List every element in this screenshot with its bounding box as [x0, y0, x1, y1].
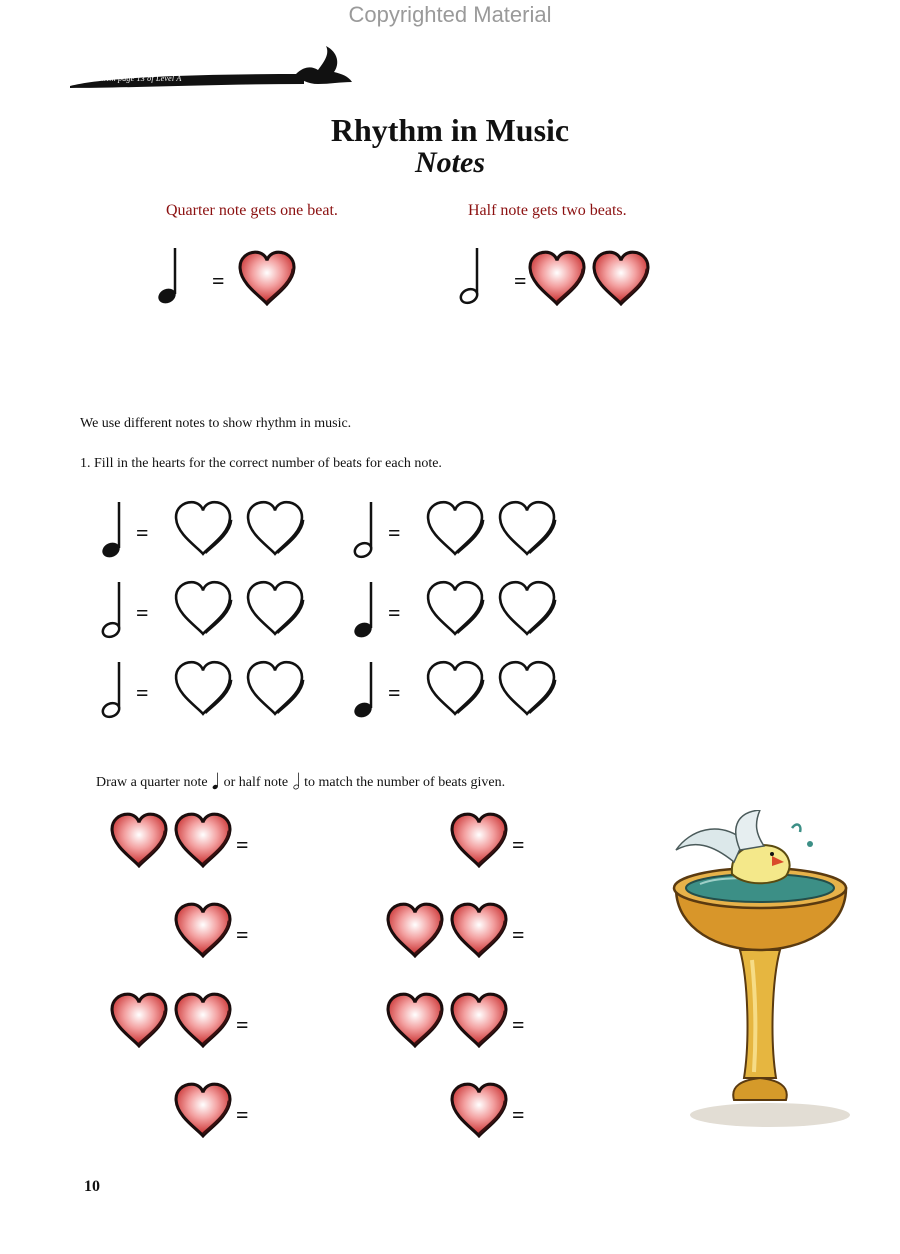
heart-empty-icon: [496, 580, 558, 636]
heart-filled-icon: [448, 812, 510, 868]
equals-sign: =: [236, 1102, 249, 1127]
equals-sign: =: [512, 1012, 525, 1037]
heart-empty-icon: [172, 580, 234, 636]
equals-sign: =: [388, 680, 401, 705]
heart-empty-icon: [496, 660, 558, 716]
quarter-note-rule: Quarter note gets one beat.: [166, 202, 338, 219]
heart-empty-icon: [424, 660, 486, 716]
heart-filled-icon: [384, 992, 446, 1048]
banner-text: Use with page 13 of Level A: [86, 74, 182, 83]
equals-sign: =: [388, 600, 401, 625]
equals-sign: =: [136, 680, 149, 705]
quarter-note-icon: [211, 772, 220, 790]
quarter-note-icon: [100, 500, 124, 560]
page-subtitle: Notes: [415, 146, 485, 179]
half-note-icon: [292, 772, 301, 790]
equals-sign: =: [236, 832, 249, 857]
quarter-note-icon: [352, 660, 376, 720]
heart-empty-icon: [244, 580, 306, 636]
heart-filled-icon: [384, 902, 446, 958]
equals-sign: =: [136, 520, 149, 545]
equals-sign: =: [388, 520, 401, 545]
heart-filled-icon: [526, 250, 588, 306]
heart-filled-icon: [172, 902, 234, 958]
heart-empty-icon: [244, 660, 306, 716]
heart-empty-icon: [424, 580, 486, 636]
half-note-icon: [458, 246, 482, 306]
heart-filled-icon: [590, 250, 652, 306]
half-note-icon: [100, 660, 124, 720]
intro-text: We use different notes to show rhythm in music.: [80, 416, 352, 431]
banner-ribbon: [68, 44, 358, 92]
equals-sign: =: [212, 268, 225, 293]
heart-filled-icon: [108, 812, 170, 868]
exercise-2-instruction: [96, 772, 505, 791]
dove-birdbath-illustration: [660, 810, 860, 1130]
instruction-part-1: Draw a quarter note: [96, 775, 208, 790]
dove-icon: [296, 46, 352, 84]
heart-filled-icon: [448, 902, 510, 958]
heart-filled-icon: [236, 250, 298, 306]
heart-empty-icon: [424, 500, 486, 556]
instruction-part-3: to match the number of beats given.: [304, 775, 506, 790]
equals-sign: =: [236, 1012, 249, 1037]
copyright-watermark: Copyrighted Material: [348, 2, 552, 27]
heart-filled-icon: [108, 992, 170, 1048]
instruction-part-2: or half note: [223, 775, 289, 790]
page-title: Rhythm in Music: [330, 112, 570, 148]
quarter-note-icon: [352, 580, 376, 640]
equals-sign: =: [136, 600, 149, 625]
half-note-icon: [100, 580, 124, 640]
heart-empty-icon: [496, 500, 558, 556]
heart-filled-icon: [172, 812, 234, 868]
equals-sign: =: [512, 832, 525, 857]
quarter-note-icon: [156, 246, 180, 306]
heart-empty-icon: [244, 500, 306, 556]
page-number: 10: [84, 1178, 100, 1195]
heart-filled-icon: [172, 992, 234, 1048]
equals-sign: =: [512, 1102, 525, 1127]
heart-filled-icon: [448, 992, 510, 1048]
half-note-icon: [352, 500, 376, 560]
exercise-1-instruction: 1. Fill in the hearts for the correct number of beats for each note.: [80, 456, 442, 471]
equals-sign: =: [236, 922, 249, 947]
heart-empty-icon: [172, 660, 234, 716]
equals-sign: =: [514, 268, 527, 293]
heart-filled-icon: [172, 1082, 234, 1138]
heart-filled-icon: [448, 1082, 510, 1138]
equals-sign: =: [512, 922, 525, 947]
heart-empty-icon: [172, 500, 234, 556]
half-note-rule: Half note gets two beats.: [468, 202, 627, 219]
